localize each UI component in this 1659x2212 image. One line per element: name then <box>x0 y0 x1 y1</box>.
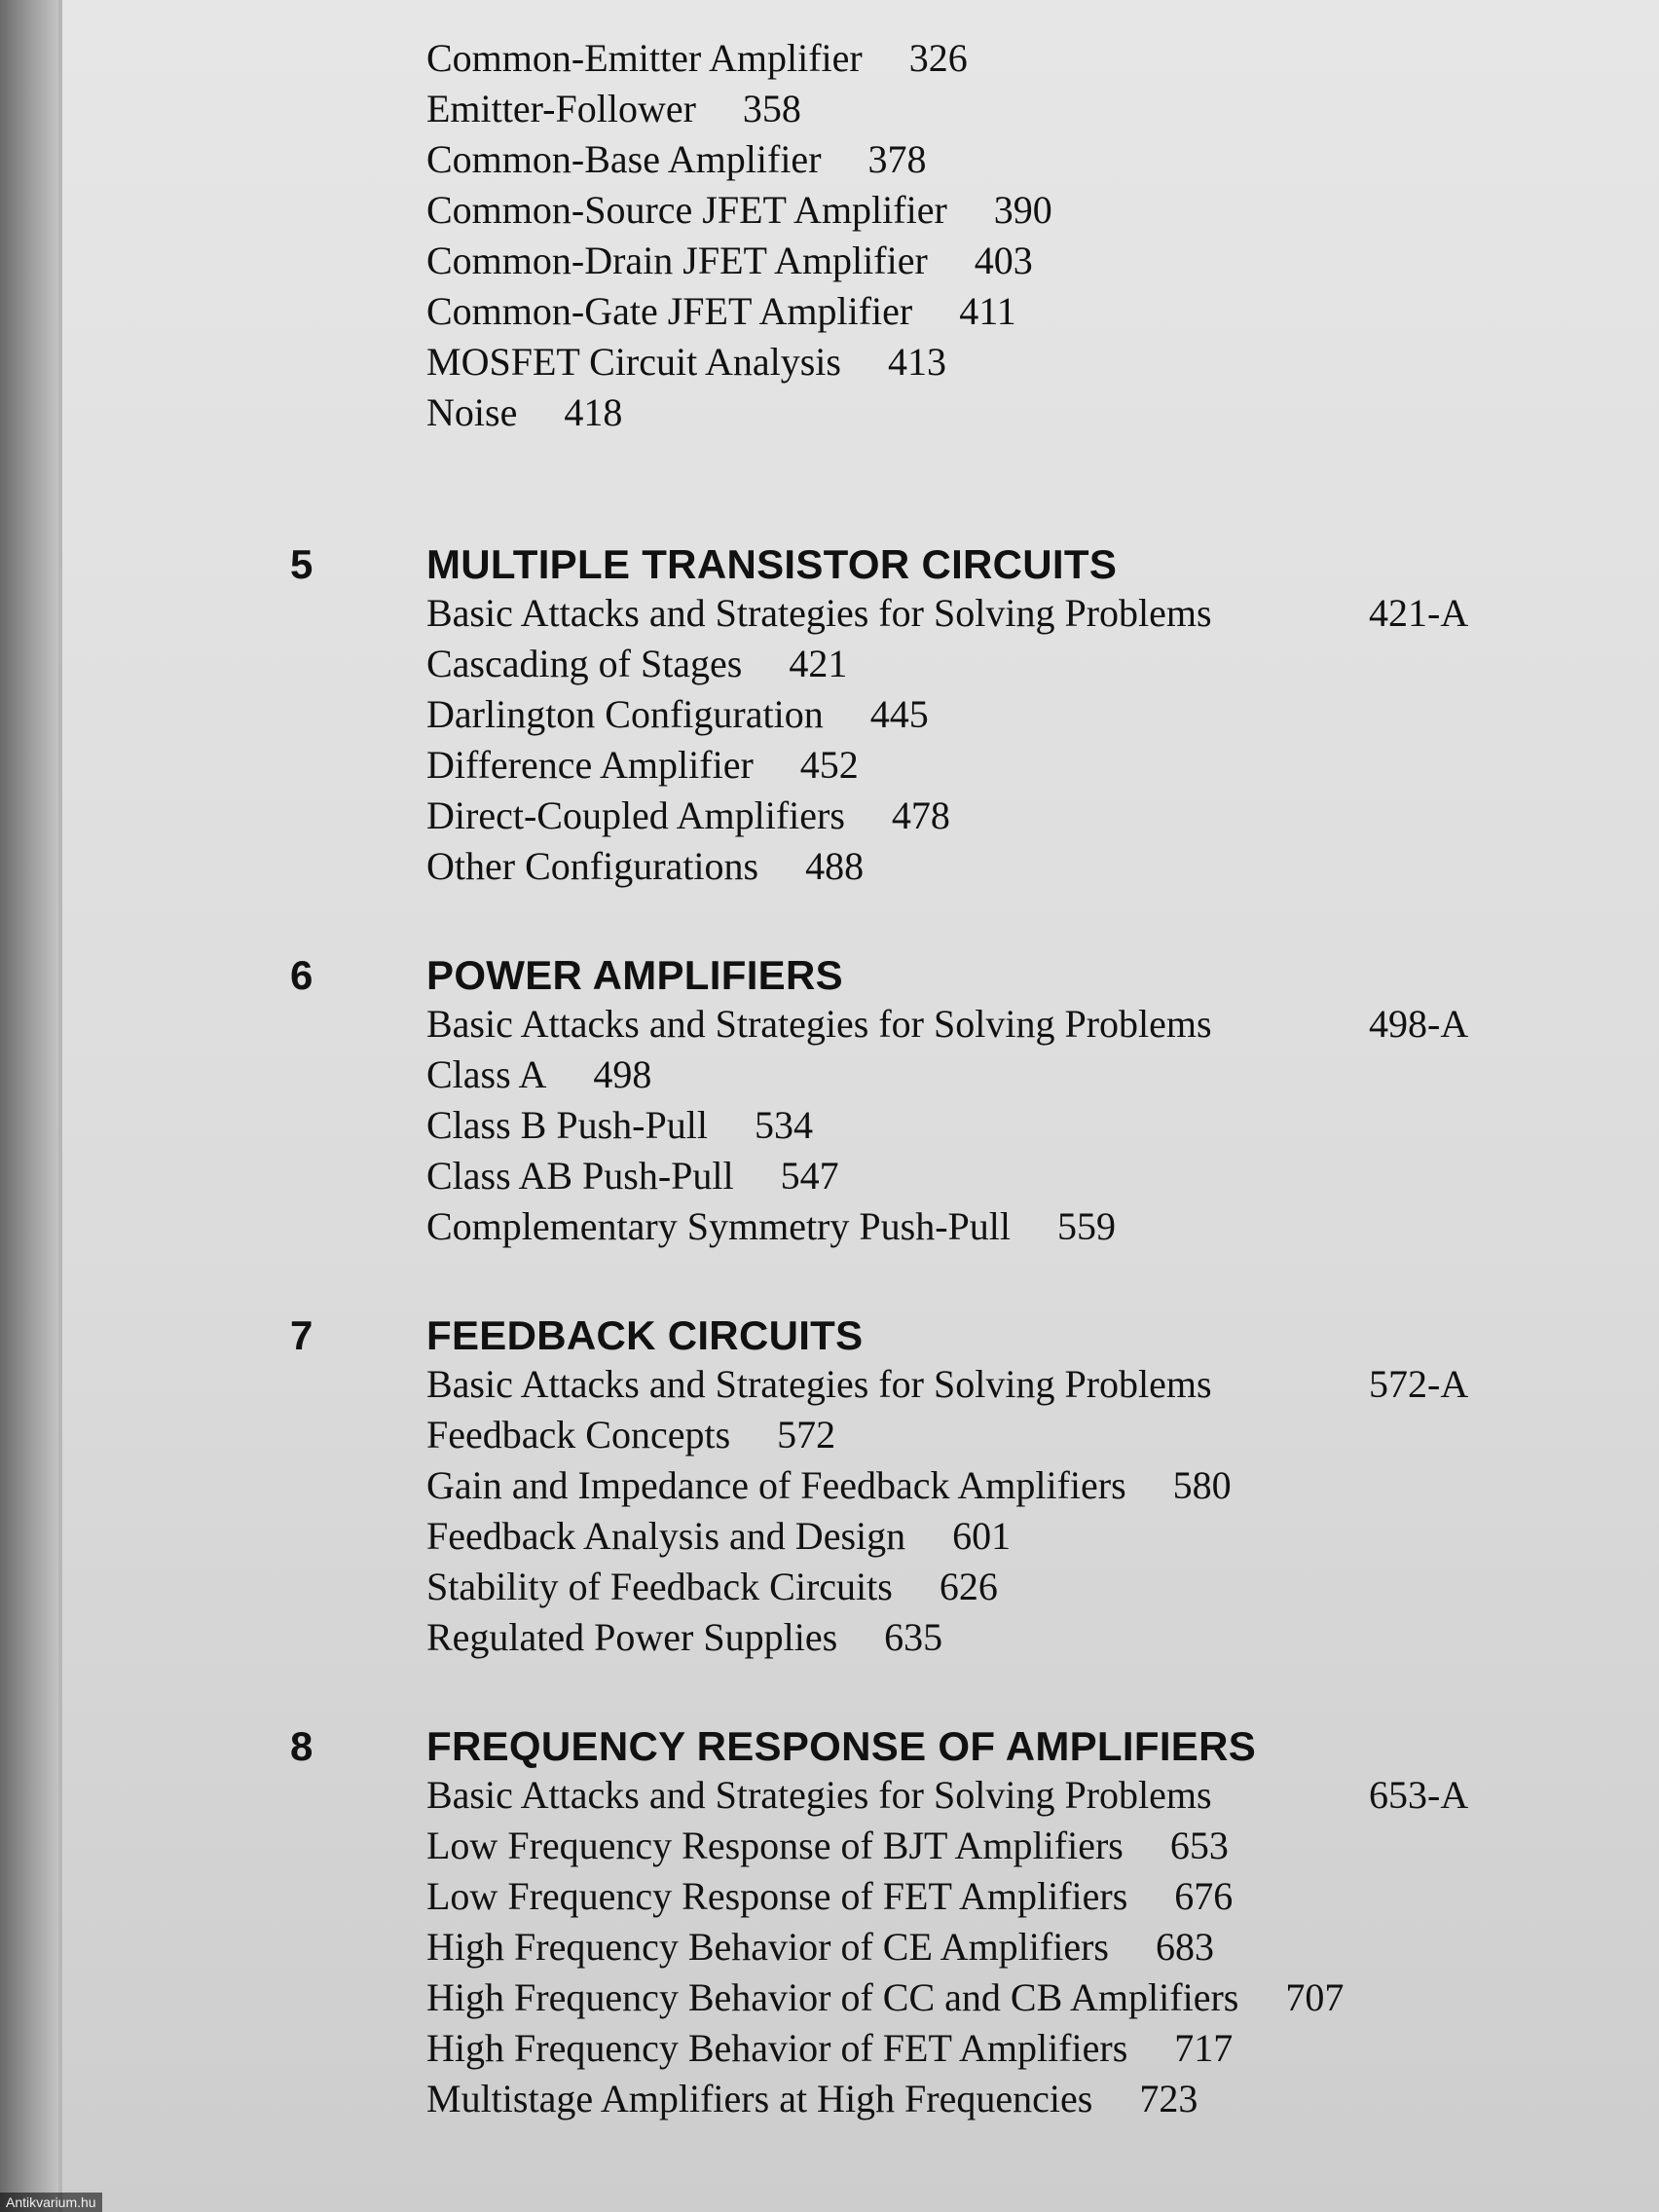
entry-title: Direct-Coupled Amplifiers <box>426 793 845 837</box>
entry-page: 580 <box>1172 1463 1232 1507</box>
toc-entry <box>426 2023 1478 2074</box>
toc-entry <box>426 1050 1478 1100</box>
toc-entry <box>426 588 1478 639</box>
entry-page: 707 <box>1285 1975 1345 2019</box>
entry-page: 601 <box>952 1514 1012 1558</box>
entry-title: Basic Attacks and Strategies for Solving Problems <box>426 591 1212 635</box>
toc-entry <box>426 1871 1478 1922</box>
chapter-title: POWER AMPLIFIERS <box>426 952 843 998</box>
toc-entry <box>426 1100 1478 1151</box>
entry-title: Basic Attacks and Strategies for Solving Problems <box>426 1773 1212 1817</box>
entry-title: Complementary Symmetry Push-Pull <box>426 1204 1011 1248</box>
entry-page: 390 <box>993 188 1052 232</box>
entry-page: 572-A <box>1369 1362 1469 1406</box>
entry-title: Common-Base Amplifier <box>426 137 822 181</box>
entry-title: Class AB Push-Pull <box>426 1154 734 1198</box>
toc-entry <box>426 33 1052 84</box>
chapter-entries <box>426 999 1478 1252</box>
toc-entry <box>426 689 1478 740</box>
entry-page: 421-A <box>1369 591 1469 635</box>
entry-page: 653 <box>1169 1824 1229 1867</box>
toc-entry <box>426 337 1052 387</box>
toc-entry <box>426 1410 1478 1460</box>
toc-entry <box>426 1922 1478 1972</box>
entry-title: Feedback Analysis and Design <box>426 1514 906 1558</box>
entry-page: 683 <box>1155 1925 1214 1969</box>
toc-entry <box>426 1821 1478 1871</box>
entry-title: Class A <box>426 1052 547 1096</box>
entry-page: 403 <box>974 239 1033 282</box>
entry-title: Gain and Impedance of Feedback Amplifiers <box>426 1463 1126 1507</box>
entry-title: Low Frequency Response of BJT Amplifiers <box>426 1824 1124 1867</box>
entry-title: Emitter-Follower <box>426 87 696 130</box>
entry-page: 358 <box>742 87 801 130</box>
entry-page: 547 <box>780 1154 839 1198</box>
entry-title: High Frequency Behavior of CC and CB Amplifiers <box>426 1975 1239 2019</box>
chapter-number: 7 <box>290 1312 313 1358</box>
entry-title: Multistage Amplifiers at High Frequencies <box>426 2077 1093 2120</box>
entry-title: Class B Push-Pull <box>426 1103 708 1147</box>
toc-entry <box>426 387 1052 438</box>
entry-title: Common-Gate JFET Amplifier <box>426 289 913 333</box>
watermark: Antikvarium.hu <box>0 2193 102 2212</box>
toc-entry <box>426 1201 1478 1252</box>
entry-page: 653-A <box>1369 1773 1469 1817</box>
entry-title: MOSFET Circuit Analysis <box>426 340 841 384</box>
page-edge <box>58 0 62 2212</box>
entry-title: Difference Amplifier <box>426 743 754 787</box>
entry-title: Darlington Configuration <box>426 692 824 736</box>
chapter-entries <box>426 1770 1478 2124</box>
entry-page: 452 <box>799 743 859 787</box>
entry-title: Low Frequency Response of FET Amplifiers <box>426 1874 1128 1918</box>
toc-entry <box>426 1460 1478 1511</box>
entry-title: Common-Source JFET Amplifier <box>426 188 947 232</box>
entry-page: 418 <box>564 390 623 434</box>
entry-page: 717 <box>1174 2026 1234 2070</box>
entry-title: Other Configurations <box>426 844 759 888</box>
entry-title: High Frequency Behavior of CE Amplifiers <box>426 1925 1109 1969</box>
entry-page: 676 <box>1174 1874 1234 1918</box>
entry-page: 478 <box>891 793 950 837</box>
entry-title: Feedback Concepts <box>426 1413 731 1456</box>
entry-page: 626 <box>939 1565 998 1608</box>
entry-title: Cascading of Stages <box>426 642 743 685</box>
entry-title: Regulated Power Supplies <box>426 1615 838 1659</box>
entry-page: 421 <box>789 642 848 685</box>
toc-entry <box>426 2074 1478 2124</box>
entry-page: 559 <box>1056 1204 1116 1248</box>
entry-page: 534 <box>754 1103 813 1147</box>
entry-page: 723 <box>1139 2077 1198 2120</box>
toc-entry <box>426 1511 1478 1562</box>
toc-entry <box>426 791 1478 841</box>
chapter-number: 8 <box>290 1723 313 1769</box>
entry-page: 572 <box>777 1413 836 1456</box>
entry-page: 378 <box>867 137 927 181</box>
toc-entry <box>426 1151 1478 1201</box>
chapter-title: MULTIPLE TRANSISTOR CIRCUITS <box>426 541 1118 587</box>
entry-page: 498 <box>593 1052 652 1096</box>
entry-page: 445 <box>869 692 929 736</box>
entry-page: 498-A <box>1369 1002 1469 1046</box>
toc-entry <box>426 185 1052 236</box>
entry-title: High Frequency Behavior of FET Amplifiers <box>426 2026 1128 2070</box>
chapter-entries <box>426 1359 1478 1663</box>
entry-title: Stability of Feedback Circuits <box>426 1565 893 1608</box>
entry-title: Common-Drain JFET Amplifier <box>426 239 928 282</box>
entry-title: Basic Attacks and Strategies for Solving Problems <box>426 1002 1212 1046</box>
entry-title: Noise <box>426 390 518 434</box>
entry-title: Common-Emitter Amplifier <box>426 36 863 80</box>
toc-entry <box>426 236 1052 286</box>
toc-entry <box>426 639 1478 689</box>
entry-page: 413 <box>887 340 946 384</box>
entry-page: 326 <box>908 36 968 80</box>
toc-entry <box>426 1359 1478 1410</box>
chapter-entries <box>426 588 1478 892</box>
toc-entry <box>426 286 1052 337</box>
entry-title: Basic Attacks and Strategies for Solving Problems <box>426 1362 1212 1406</box>
toc-entry <box>426 1562 1478 1612</box>
toc-entry <box>426 1770 1478 1821</box>
entry-page: 411 <box>959 289 1016 333</box>
entry-page: 635 <box>884 1615 943 1659</box>
entry-page: 488 <box>805 844 865 888</box>
chapter-title: FREQUENCY RESPONSE OF AMPLIFIERS <box>426 1723 1257 1769</box>
chapter-number: 5 <box>290 541 313 587</box>
chapter-title: FEEDBACK CIRCUITS <box>426 1312 864 1358</box>
toc-entry <box>426 740 1478 791</box>
toc-entry <box>426 84 1052 134</box>
continued-chapter-entries <box>426 33 1052 438</box>
toc-entry <box>426 134 1052 185</box>
toc-entry <box>426 1972 1478 2023</box>
chapter-number: 6 <box>290 952 313 998</box>
toc-entry <box>426 999 1478 1050</box>
page-gutter-shadow <box>0 0 58 2212</box>
toc-entry <box>426 841 1478 892</box>
toc-entry <box>426 1612 1478 1663</box>
